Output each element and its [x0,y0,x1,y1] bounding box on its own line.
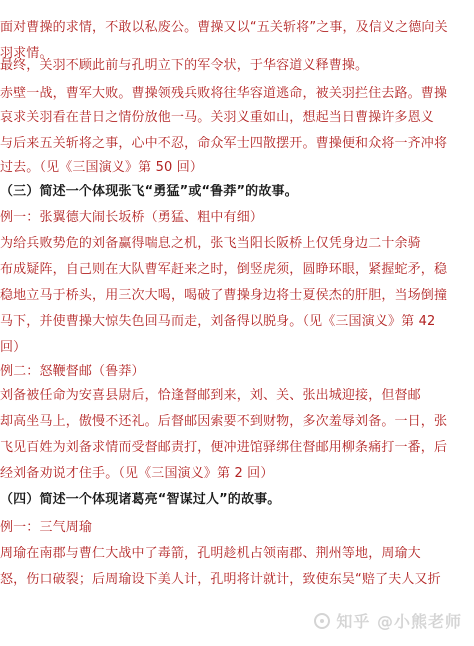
text-line: 最终，关羽不顾此前与孔明立下的军令状，于华容道义释曹操。 [0,58,369,73]
text-line: 面对曹操的求情，不敢以私废公。曹操又以“五关斩将”之事，及信义之德向关 [0,20,448,35]
text-line: 马下，并使曹操大惊失色回马而走，刘备得以脱身。（见《三国演义》第 42 [0,314,436,329]
text-line: 过去。（见《三国演义》第 50 回） [0,160,204,175]
text-line: 布成疑阵，自己则在大队曹军赶来之时，倒竖虎须，圆睁环眼，紧握蛇矛，稳 [0,262,448,277]
text-line: 怒，伤口破裂；后周瑜设下美人计，孔明将计就计，致使东吴“赔了夫人又折 [0,572,441,587]
text-line: 羽求情。 [0,46,53,61]
text-line: 回） [0,340,27,355]
watermark [314,609,462,632]
text-line: 与后来五关斩将之事，心中不忍，命众军士四散摆开。曹操便和众将一齐冲将 [0,136,448,151]
text-line: 经刘备劝说才住手。（见《三国演义》第 2 回） [0,466,274,481]
text-line: 赤壁一战，曹军大败。曹操领残兵败将往华容道逃命，被关羽拦住去路。曹操 [0,86,448,101]
text-line: 却高坐马上，傲慢不还礼。后督邮因索要不到财物，多次羞辱刘备。一日，张 [0,414,448,429]
section-heading: （三）简述一个体现张飞“勇猛”或“鲁莽”的故事。 [0,184,298,199]
zhihu-icon [314,613,330,629]
section-heading: （四）简述一个体现诸葛亮“智谋过人”的故事。 [0,492,281,507]
text-line: 例二：怒鞭督邮（鲁莽） [0,364,145,379]
text-line: 为给兵败势危的刘备赢得喘息之机，张飞当阳长阪桥上仅凭身边二十余骑 [0,236,421,251]
text-line: 周瑜在南郡与曹仁大战中了毒箭，孔明趁机占领南郡、荆州等地，周瑜大 [0,546,421,561]
text-line: 例一：张翼德大闹长坂桥（勇猛、粗中有细） [0,210,264,225]
text-line: 稳地立马于桥头，用三次大喝，喝破了曹操身边将士夏侯杰的肝胆，当场倒撞 [0,288,448,303]
text-line: 飞见百姓为刘备求情而受督邮责打，便冲进馆驿绑住督邮用柳条痛打一番，后 [0,440,448,455]
text-line: 哀求关羽看在昔日之情份放他一马。关羽义重如山，想起当日曹操许多恩义 [0,110,434,125]
text-line: 刘备被任命为安喜县尉后，恰逢督邮到来，刘、关、张出城迎接，但督邮 [0,388,421,403]
text-line: 例一：三气周瑜 [0,520,93,535]
watermark-text: 知乎 @小熊老师 [336,612,462,631]
